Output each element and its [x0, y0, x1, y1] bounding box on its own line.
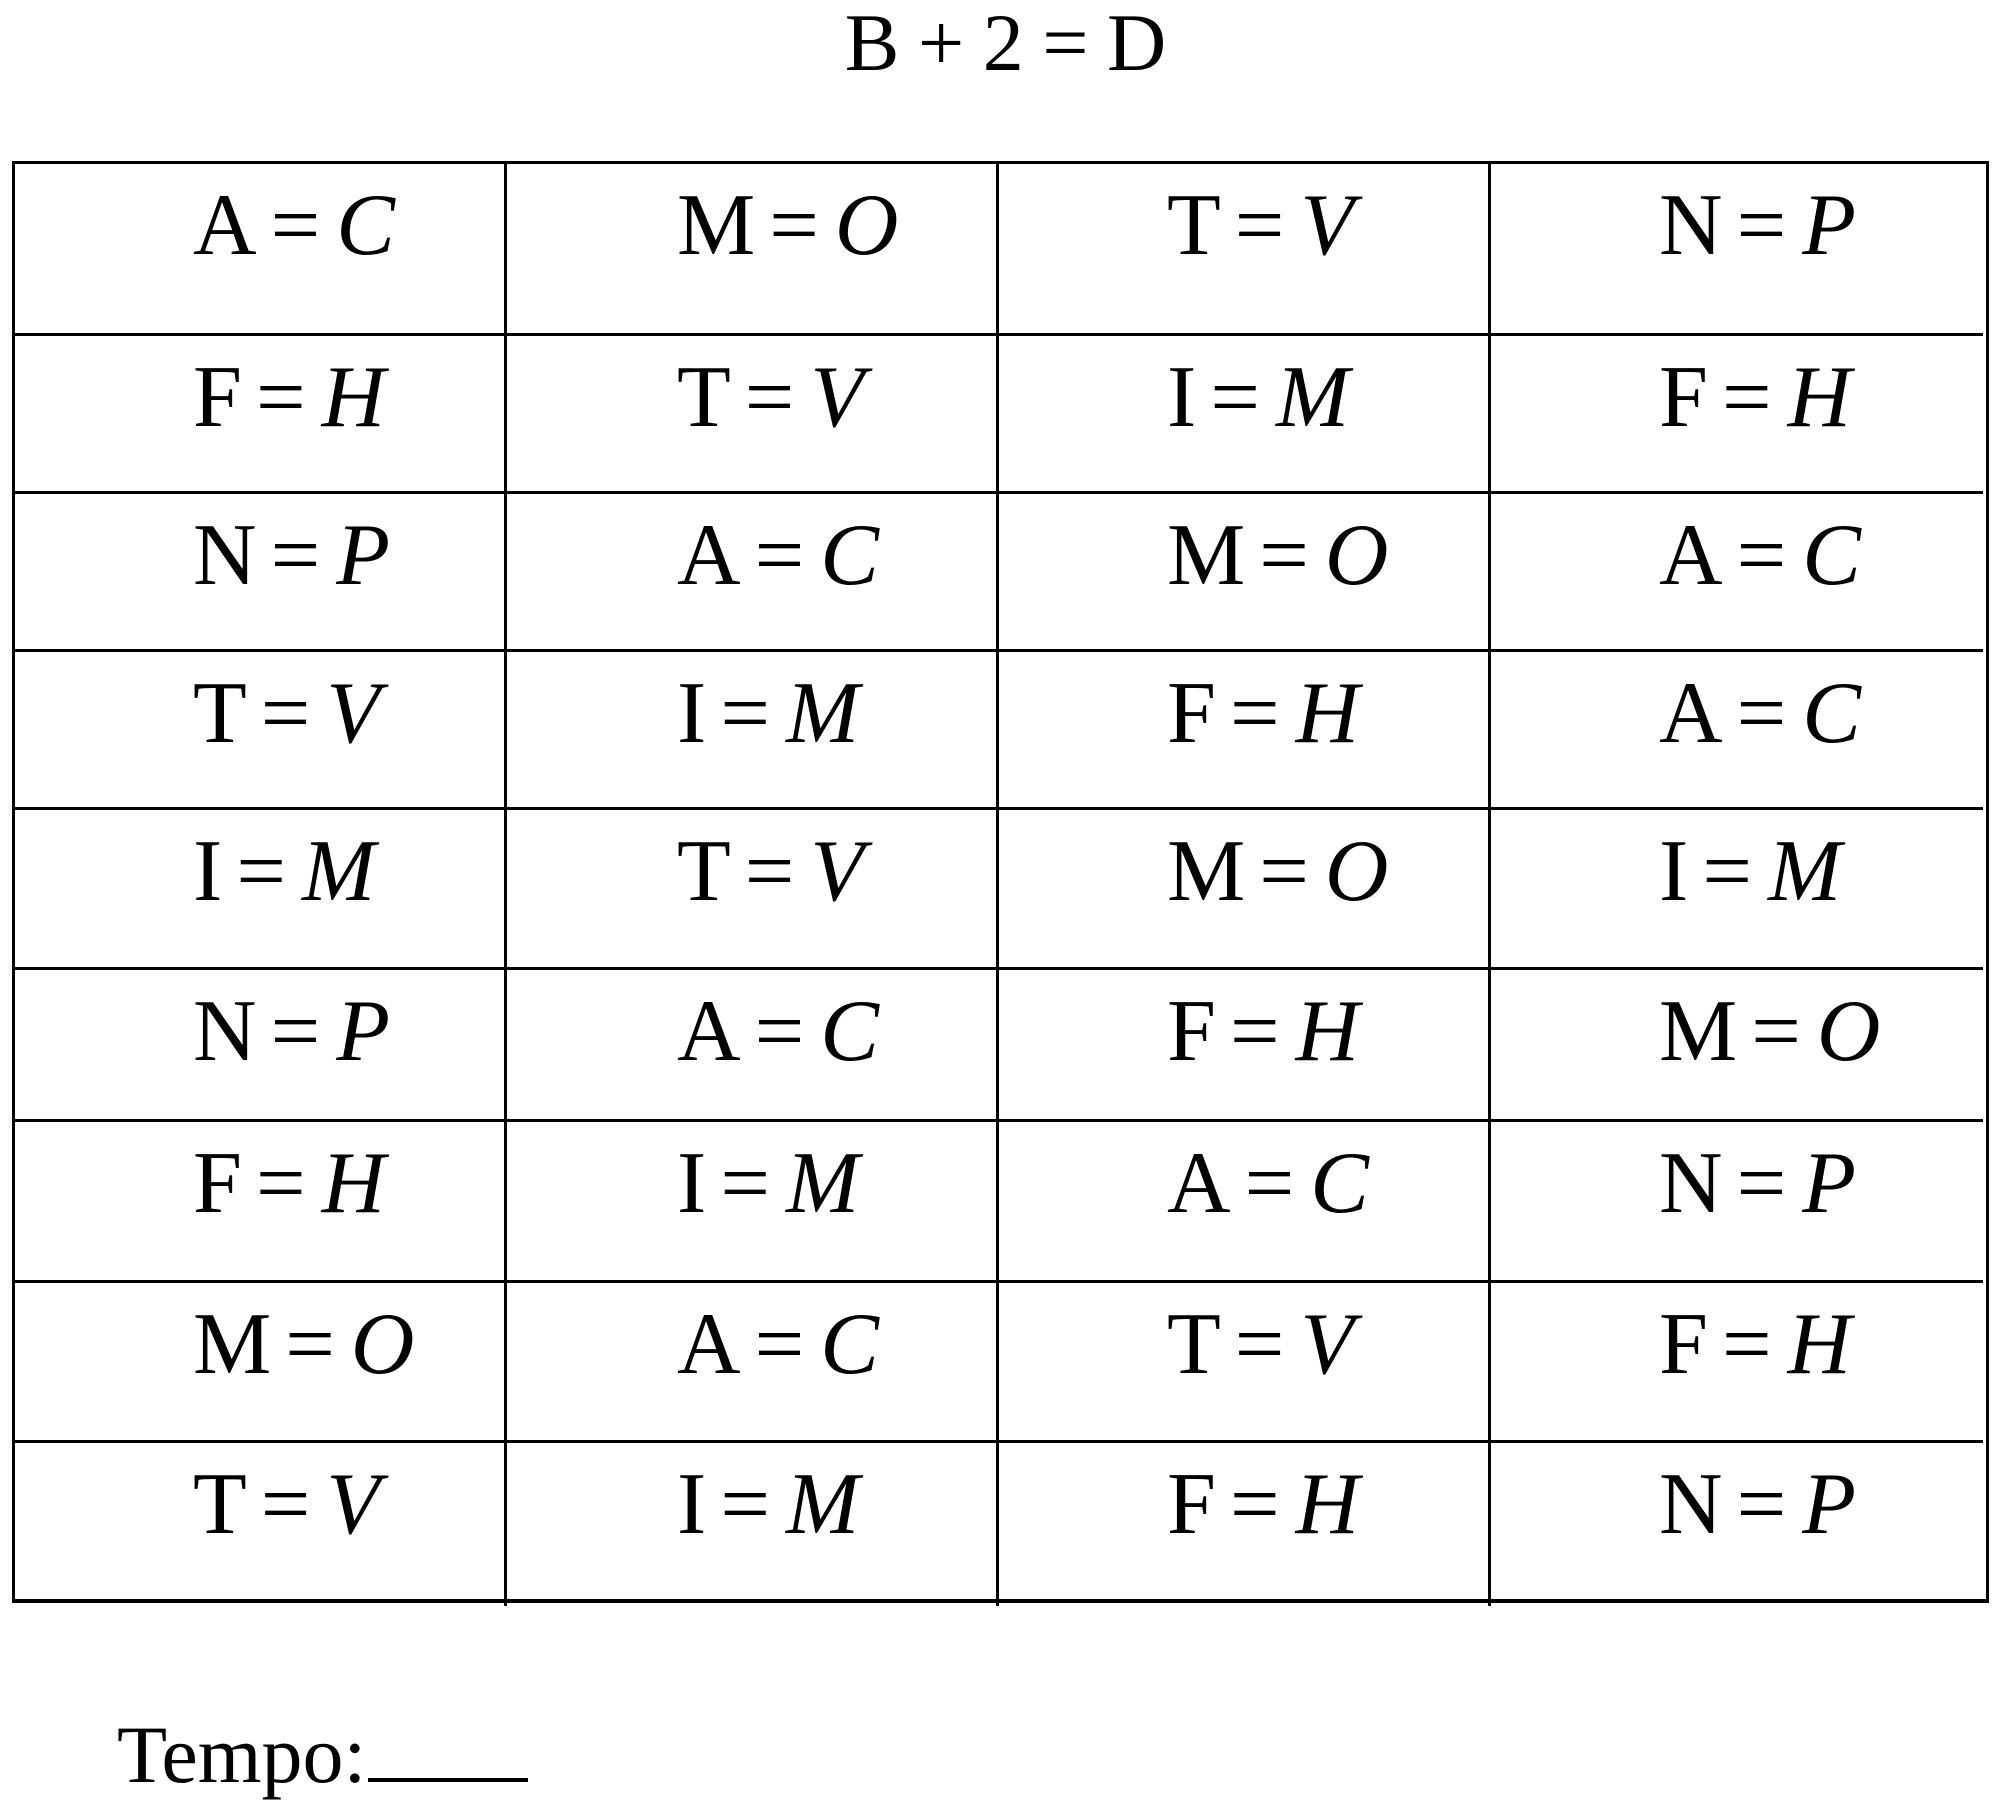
equals-sign: = [270, 983, 321, 1080]
equals-sign: = [285, 1296, 335, 1393]
table-cell [507, 336, 999, 494]
result-letter: H [321, 349, 386, 446]
result-letter: C [1802, 507, 1861, 604]
table-cell [999, 494, 1491, 652]
equals-sign: = [260, 1456, 311, 1553]
letter-equation [1659, 177, 1856, 274]
letter-equation [677, 349, 865, 446]
result-letter: C [820, 507, 879, 604]
equals-sign: = [1234, 177, 1285, 274]
table-cell [1491, 652, 1983, 810]
letter-equation [677, 177, 899, 274]
letter-equation [1167, 665, 1360, 762]
table-cell [1491, 336, 1983, 494]
equals-sign: = [1229, 983, 1280, 1080]
source-letter: F [193, 1135, 242, 1232]
result-letter: M [785, 1135, 860, 1232]
source-letter: A [677, 1296, 741, 1393]
result-letter: M [1275, 349, 1350, 446]
equals-sign: = [754, 507, 805, 604]
equals-sign: = [1736, 177, 1787, 274]
table-cell [1491, 810, 1983, 970]
table-cell [507, 1122, 999, 1283]
source-letter: F [1659, 349, 1708, 446]
table-cell [15, 1122, 507, 1283]
letter-equation [1167, 177, 1355, 274]
source-letter: N [1659, 1135, 1723, 1232]
result-letter: C [820, 1296, 879, 1393]
table-cell [999, 164, 1491, 336]
source-letter: F [1167, 1456, 1216, 1553]
equals-sign: = [1736, 507, 1787, 604]
result-letter: C [1310, 1135, 1369, 1232]
table-cell [507, 494, 999, 652]
source-letter: I [1167, 349, 1197, 446]
equals-sign: = [1229, 1456, 1280, 1553]
table-cell [999, 1122, 1491, 1283]
result-letter: H [1295, 1456, 1360, 1553]
source-letter: N [1659, 1456, 1723, 1553]
result-letter: P [336, 507, 390, 604]
result-letter: O [1324, 507, 1389, 604]
source-letter: F [1659, 1296, 1708, 1393]
letter-equation [677, 1456, 860, 1553]
table-cell [1491, 1443, 1983, 1606]
table-cell [1491, 1122, 1983, 1283]
equals-sign: = [1721, 349, 1772, 446]
table-cell [999, 336, 1491, 494]
result-letter: H [1787, 1296, 1852, 1393]
letter-equation [677, 1135, 860, 1232]
table-cell [507, 164, 999, 336]
equals-sign: = [1234, 1296, 1285, 1393]
letter-equation [1659, 665, 1861, 762]
result-letter: P [1802, 1456, 1856, 1553]
result-letter: V [810, 349, 865, 446]
letter-equation [1167, 1135, 1369, 1232]
table-cell [15, 494, 507, 652]
table-cell [15, 810, 507, 970]
equals-sign: = [1736, 1456, 1787, 1553]
table-cell [507, 1443, 999, 1606]
source-letter: M [1659, 983, 1738, 1080]
worksheet-title: B + 2 = D [844, 0, 1166, 88]
source-letter: T [193, 665, 247, 762]
letter-equation [677, 823, 865, 920]
source-letter: A [1167, 1135, 1231, 1232]
result-letter: M [785, 665, 860, 762]
table-cell [15, 1283, 507, 1443]
table-cell [507, 652, 999, 810]
table-cell [15, 652, 507, 810]
result-letter: C [336, 177, 395, 274]
result-letter: M [785, 1456, 860, 1553]
letter-equation [1167, 983, 1360, 1080]
time-field [117, 1709, 528, 1800]
table-cell [15, 970, 507, 1122]
equals-sign: = [1210, 349, 1260, 446]
table-cell [1491, 970, 1983, 1122]
source-letter: N [193, 983, 257, 1080]
letter-equation [193, 1296, 415, 1393]
source-letter: A [1659, 665, 1723, 762]
source-letter: M [677, 177, 756, 274]
result-letter: P [1802, 177, 1856, 274]
letter-equation [1659, 349, 1852, 446]
table-cell [999, 810, 1491, 970]
letter-equation [1167, 1456, 1360, 1553]
source-letter: N [1659, 177, 1723, 274]
letter-equation [1659, 507, 1861, 604]
equals-sign: = [769, 177, 819, 274]
letter-equation [1167, 1296, 1355, 1393]
letter-equation [193, 1135, 386, 1232]
source-letter: A [677, 983, 741, 1080]
letter-equation [193, 665, 381, 762]
equals-sign: = [720, 1135, 770, 1232]
equals-sign: = [720, 665, 770, 762]
result-letter: V [1300, 177, 1355, 274]
table-cell [15, 1443, 507, 1606]
equals-sign: = [1721, 1296, 1772, 1393]
equals-sign: = [1736, 665, 1787, 762]
result-letter: O [350, 1296, 415, 1393]
equals-sign: = [744, 823, 795, 920]
letter-equation [1659, 1296, 1852, 1393]
source-letter: I [1659, 823, 1689, 920]
source-letter: I [677, 665, 707, 762]
letter-equation [193, 177, 395, 274]
result-letter: C [820, 983, 879, 1080]
result-letter: M [301, 823, 376, 920]
table-cell [507, 1283, 999, 1443]
equals-sign: = [255, 349, 306, 446]
time-blank-line[interactable] [368, 1714, 528, 1782]
equals-sign: = [1736, 1135, 1787, 1232]
table-cell [1491, 1283, 1983, 1443]
table-cell [507, 970, 999, 1122]
result-letter: H [1295, 983, 1360, 1080]
letter-equation [1167, 349, 1350, 446]
source-letter: M [1167, 823, 1246, 920]
source-letter: I [677, 1456, 707, 1553]
source-letter: N [193, 507, 257, 604]
result-letter: H [321, 1135, 386, 1232]
source-letter: M [193, 1296, 272, 1393]
letter-equation [193, 1456, 381, 1553]
equals-sign: = [1244, 1135, 1295, 1232]
letter-equation [1659, 823, 1842, 920]
table-cell [1491, 494, 1983, 652]
source-letter: F [1167, 665, 1216, 762]
letter-equation [193, 349, 386, 446]
result-letter: P [336, 983, 390, 1080]
source-letter: A [677, 507, 741, 604]
table-cell [999, 970, 1491, 1122]
result-letter: O [1324, 823, 1389, 920]
source-letter: I [193, 823, 223, 920]
equals-sign: = [1259, 507, 1309, 604]
letter-equation [677, 1296, 879, 1393]
result-letter: V [326, 665, 381, 762]
equals-sign: = [1259, 823, 1309, 920]
source-letter: I [677, 1135, 707, 1232]
result-letter: C [1802, 665, 1861, 762]
source-letter: F [1167, 983, 1216, 1080]
result-letter: O [834, 177, 899, 274]
result-letter: V [1300, 1296, 1355, 1393]
result-letter: H [1787, 349, 1852, 446]
result-letter: M [1767, 823, 1842, 920]
letter-equation [193, 823, 376, 920]
equals-sign: = [744, 349, 795, 446]
equals-sign: = [754, 1296, 805, 1393]
equals-sign: = [270, 177, 321, 274]
equals-sign: = [260, 665, 311, 762]
table-cell [15, 336, 507, 494]
source-letter: A [193, 177, 257, 274]
source-letter: F [193, 349, 242, 446]
equals-sign: = [1229, 665, 1280, 762]
equals-sign: = [270, 507, 321, 604]
equals-sign: = [236, 823, 286, 920]
source-letter: T [677, 823, 731, 920]
result-letter: P [1802, 1135, 1856, 1232]
source-letter: T [677, 349, 731, 446]
letter-equation [1659, 1135, 1856, 1232]
table-cell [15, 164, 507, 336]
result-letter: O [1816, 983, 1881, 1080]
result-letter: V [810, 823, 865, 920]
letter-equation [1167, 823, 1389, 920]
equals-sign: = [720, 1456, 770, 1553]
source-letter: T [1167, 1296, 1221, 1393]
letter-equation [1167, 507, 1389, 604]
source-letter: A [1659, 507, 1723, 604]
letter-equation [193, 507, 390, 604]
equals-sign: = [754, 983, 805, 1080]
letter-equation [677, 665, 860, 762]
source-letter: T [1167, 177, 1221, 274]
letter-equation [1659, 1456, 1856, 1553]
table-cell [1491, 164, 1983, 336]
result-letter: H [1295, 665, 1360, 762]
source-letter: M [1167, 507, 1246, 604]
equals-sign: = [255, 1135, 306, 1232]
time-label: Tempo: [117, 1709, 367, 1800]
table-cell [507, 810, 999, 970]
equals-sign: = [1751, 983, 1801, 1080]
letter-equation [677, 983, 879, 1080]
letter-equation [677, 507, 879, 604]
letter-shift-table [12, 161, 1989, 1603]
source-letter: T [193, 1456, 247, 1553]
table-cell [999, 1443, 1491, 1606]
equals-sign: = [1702, 823, 1752, 920]
letter-equation [193, 983, 390, 1080]
letter-equation [1659, 983, 1881, 1080]
result-letter: V [326, 1456, 381, 1553]
table-cell [999, 652, 1491, 810]
table-cell [999, 1283, 1491, 1443]
